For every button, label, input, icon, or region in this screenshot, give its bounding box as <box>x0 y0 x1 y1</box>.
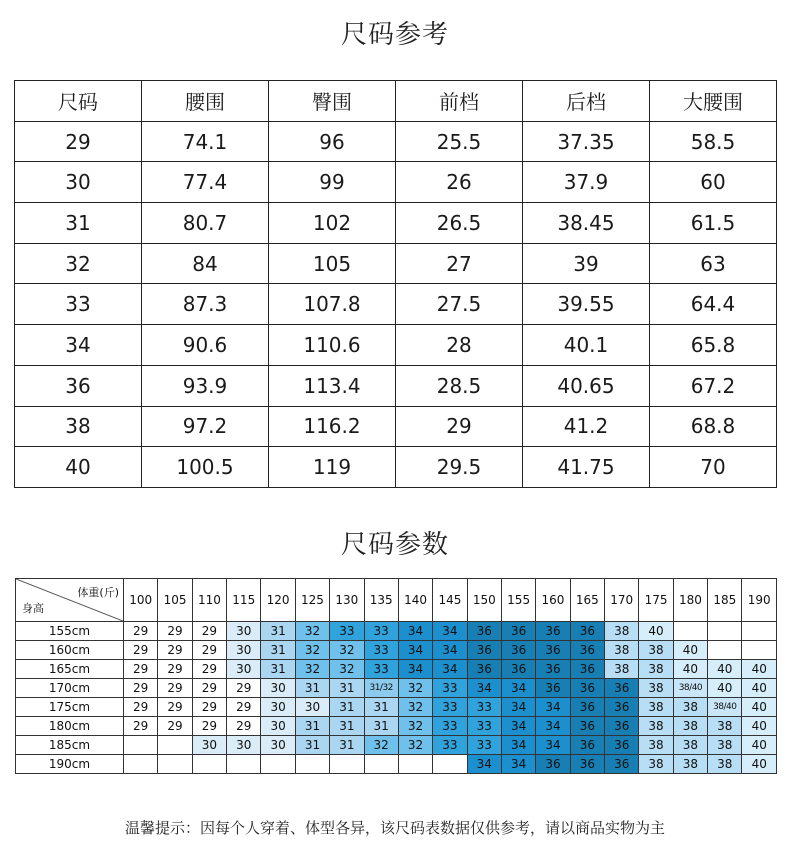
size-cell: 36 <box>536 660 570 679</box>
reference-cell: 77.4 <box>142 162 269 203</box>
size-cell: 32 <box>330 641 364 660</box>
size-cell <box>295 755 329 774</box>
size-cell: 32 <box>295 622 329 641</box>
reference-cell: 40.65 <box>523 365 650 406</box>
reference-cell: 61.5 <box>650 203 777 244</box>
height-label-cell: 175cm <box>16 698 124 717</box>
size-cell: 31 <box>261 660 295 679</box>
size-cell: 29 <box>158 622 192 641</box>
reference-cell: 26.5 <box>396 203 523 244</box>
size-cell: 31 <box>261 641 295 660</box>
size-cell: 30 <box>227 736 261 755</box>
weight-header-cell: 165 <box>570 579 604 622</box>
size-cell: 32 <box>295 660 329 679</box>
reference-cell: 31 <box>15 203 142 244</box>
height-row <box>16 736 777 755</box>
reference-cell: 40.1 <box>523 325 650 366</box>
size-cell: 29 <box>192 717 226 736</box>
size-cell: 38 <box>673 736 707 755</box>
header-size: 尺码 <box>15 81 142 122</box>
size-cell: 29 <box>192 622 226 641</box>
size-cell: 36 <box>536 622 570 641</box>
size-cell: 33 <box>433 736 467 755</box>
reference-cell: 58.5 <box>650 121 777 162</box>
size-cell: 30 <box>192 736 226 755</box>
weight-header-row <box>16 579 777 622</box>
reference-cell: 96 <box>269 121 396 162</box>
size-cell: 38 <box>639 641 673 660</box>
reference-cell: 29 <box>15 121 142 162</box>
size-cell <box>364 755 398 774</box>
height-row <box>16 660 777 679</box>
reference-cell: 38 <box>15 406 142 447</box>
header-back-rise: 后档 <box>523 81 650 122</box>
size-cell: 36 <box>467 660 501 679</box>
weight-header-cell: 120 <box>261 579 295 622</box>
size-cell: 29 <box>227 679 261 698</box>
size-cell <box>398 755 432 774</box>
size-cell: 38 <box>605 660 639 679</box>
size-cell: 29 <box>158 698 192 717</box>
size-cell <box>673 622 707 641</box>
size-cell: 38 <box>605 622 639 641</box>
reference-row <box>15 162 777 203</box>
weight-header-cell: 185 <box>708 579 742 622</box>
size-cell: 31 <box>295 736 329 755</box>
reference-cell: 105 <box>269 243 396 284</box>
size-cell: 36 <box>501 622 535 641</box>
size-cell: 40 <box>673 641 707 660</box>
reference-cell: 39 <box>523 243 650 284</box>
size-cell: 38 <box>639 698 673 717</box>
reference-cell: 28 <box>396 325 523 366</box>
reference-cell: 41.75 <box>523 447 650 488</box>
size-cell: 40 <box>673 660 707 679</box>
size-cell: 29 <box>192 641 226 660</box>
size-cell: 34 <box>501 679 535 698</box>
size-cell: 30 <box>261 679 295 698</box>
size-cell: 33 <box>433 717 467 736</box>
size-cell: 36 <box>536 679 570 698</box>
size-cell: 38 <box>673 698 707 717</box>
size-cell: 34 <box>433 660 467 679</box>
size-cell: 40 <box>742 736 777 755</box>
size-cell: 36 <box>570 679 604 698</box>
size-cell <box>124 736 158 755</box>
reference-cell: 26 <box>396 162 523 203</box>
size-cell: 36 <box>570 736 604 755</box>
header-waist: 腰围 <box>142 81 269 122</box>
size-cell: 40 <box>742 717 777 736</box>
size-cell: 33 <box>433 698 467 717</box>
reference-cell: 90.6 <box>142 325 269 366</box>
disclaimer-note: 温馨提示：因每个人穿着、体型各异，该尺码表数据仅供参考，请以商品实物为主 <box>124 819 665 837</box>
size-cell: 38/40 <box>708 698 742 717</box>
size-cell: 29 <box>192 679 226 698</box>
size-cell: 30 <box>227 641 261 660</box>
size-cell: 30 <box>227 660 261 679</box>
reference-cell: 80.7 <box>142 203 269 244</box>
size-cell: 29 <box>124 717 158 736</box>
size-cell: 36 <box>501 641 535 660</box>
size-cell: 34 <box>398 622 432 641</box>
size-cell: 33 <box>467 736 501 755</box>
reference-cell: 97.2 <box>142 406 269 447</box>
size-cell: 40 <box>742 698 777 717</box>
height-label-cell: 185cm <box>16 736 124 755</box>
size-cell: 38/40 <box>673 679 707 698</box>
size-cell: 33 <box>467 698 501 717</box>
reference-cell: 33 <box>15 284 142 325</box>
size-cell <box>742 641 777 660</box>
size-cell: 34 <box>467 755 501 774</box>
size-cell <box>124 755 158 774</box>
reference-cell: 84 <box>142 243 269 284</box>
reference-cell: 27 <box>396 243 523 284</box>
reference-cell: 60 <box>650 162 777 203</box>
reference-cell: 39.55 <box>523 284 650 325</box>
size-cell <box>158 755 192 774</box>
height-label-cell: 170cm <box>16 679 124 698</box>
size-cell: 36 <box>605 679 639 698</box>
height-row <box>16 679 777 698</box>
size-cell: 32 <box>398 679 432 698</box>
size-cell: 29 <box>227 698 261 717</box>
reference-cell: 99 <box>269 162 396 203</box>
size-parameters-title: 尺码参数 <box>340 530 449 560</box>
reference-row <box>15 243 777 284</box>
size-cell: 31 <box>364 698 398 717</box>
size-cell: 34 <box>501 755 535 774</box>
reference-cell: 68.8 <box>650 406 777 447</box>
reference-cell: 87.3 <box>142 284 269 325</box>
size-cell: 32 <box>295 641 329 660</box>
weight-header-cell: 150 <box>467 579 501 622</box>
size-cell: 38 <box>673 755 707 774</box>
size-cell: 32 <box>398 736 432 755</box>
height-label-cell: 165cm <box>16 660 124 679</box>
size-cell: 36 <box>605 755 639 774</box>
reference-cell: 27.5 <box>396 284 523 325</box>
size-cell: 29 <box>227 717 261 736</box>
size-cell: 34 <box>398 641 432 660</box>
size-cell: 40 <box>639 622 673 641</box>
size-cell: 38 <box>639 660 673 679</box>
reference-cell: 70 <box>650 447 777 488</box>
size-cell: 31 <box>330 698 364 717</box>
reference-cell: 67.2 <box>650 365 777 406</box>
weight-header-cell: 160 <box>536 579 570 622</box>
reference-cell: 41.2 <box>523 406 650 447</box>
weight-header-cell: 155 <box>501 579 535 622</box>
size-cell: 33 <box>364 660 398 679</box>
size-reference-title: 尺码参考 <box>340 20 449 50</box>
size-cell: 34 <box>501 698 535 717</box>
size-cell: 29 <box>158 679 192 698</box>
height-label-cell: 155cm <box>16 622 124 641</box>
reference-cell: 93.9 <box>142 365 269 406</box>
size-cell: 33 <box>330 622 364 641</box>
size-cell: 29 <box>124 660 158 679</box>
reference-cell: 29 <box>396 406 523 447</box>
size-cell: 38 <box>639 679 673 698</box>
size-cell <box>708 641 742 660</box>
size-cell: 29 <box>158 717 192 736</box>
size-cell: 40 <box>742 755 777 774</box>
size-cell: 32 <box>364 736 398 755</box>
height-row <box>16 717 777 736</box>
reference-cell: 40 <box>15 447 142 488</box>
reference-row <box>15 203 777 244</box>
size-cell: 36 <box>570 641 604 660</box>
weight-header-cell: 140 <box>398 579 432 622</box>
size-cell: 36 <box>605 698 639 717</box>
size-cell: 34 <box>398 660 432 679</box>
size-cell <box>330 755 364 774</box>
size-cell: 36 <box>536 641 570 660</box>
weight-header-cell: 145 <box>433 579 467 622</box>
size-cell: 29 <box>192 660 226 679</box>
size-cell: 40 <box>708 679 742 698</box>
reference-row <box>15 325 777 366</box>
size-cell: 33 <box>433 679 467 698</box>
height-label-cell: 180cm <box>16 717 124 736</box>
size-cell: 33 <box>364 641 398 660</box>
size-cell: 31 <box>295 679 329 698</box>
size-cell: 36 <box>570 698 604 717</box>
size-cell: 38 <box>605 641 639 660</box>
height-axis-label: 身高 <box>22 602 44 615</box>
size-cell: 36 <box>570 755 604 774</box>
reference-cell: 100.5 <box>142 447 269 488</box>
header-large-waist: 大腰围 <box>650 81 777 122</box>
size-cell: 33 <box>467 717 501 736</box>
reference-cell: 102 <box>269 203 396 244</box>
size-cell: 36 <box>536 755 570 774</box>
size-cell: 31 <box>295 717 329 736</box>
height-label-cell: 160cm <box>16 641 124 660</box>
size-cell: 34 <box>433 622 467 641</box>
height-row <box>16 641 777 660</box>
size-cell <box>227 755 261 774</box>
size-cell: 36 <box>501 660 535 679</box>
size-cell: 38 <box>708 755 742 774</box>
size-cell: 36 <box>605 736 639 755</box>
size-parameters-table <box>15 578 777 774</box>
reference-cell: 32 <box>15 243 142 284</box>
reference-cell: 28.5 <box>396 365 523 406</box>
reference-row <box>15 284 777 325</box>
size-cell: 29 <box>158 641 192 660</box>
size-cell: 36 <box>570 717 604 736</box>
reference-cell: 37.35 <box>523 121 650 162</box>
size-cell: 38 <box>639 755 673 774</box>
size-cell: 31 <box>261 622 295 641</box>
size-cell: 38 <box>639 736 673 755</box>
size-cell: 40 <box>708 660 742 679</box>
size-cell: 34 <box>536 698 570 717</box>
weight-header-cell: 100 <box>124 579 158 622</box>
reference-cell: 64.4 <box>650 284 777 325</box>
size-cell <box>158 736 192 755</box>
size-cell: 38 <box>673 717 707 736</box>
reference-cell: 119 <box>269 447 396 488</box>
size-cell: 38 <box>708 717 742 736</box>
weight-header-cell: 135 <box>364 579 398 622</box>
size-cell: 40 <box>742 660 777 679</box>
size-cell: 30 <box>261 717 295 736</box>
reference-row <box>15 406 777 447</box>
weight-header-cell: 180 <box>673 579 707 622</box>
size-cell: 30 <box>261 736 295 755</box>
size-cell <box>742 622 777 641</box>
size-cell <box>433 755 467 774</box>
size-cell: 34 <box>536 717 570 736</box>
size-cell: 36 <box>467 622 501 641</box>
reference-cell: 107.8 <box>269 284 396 325</box>
weight-header-cell: 115 <box>227 579 261 622</box>
size-cell: 33 <box>364 622 398 641</box>
size-cell: 31 <box>330 717 364 736</box>
size-cell: 34 <box>501 736 535 755</box>
size-cell <box>708 622 742 641</box>
size-cell: 29 <box>158 660 192 679</box>
reference-cell: 116.2 <box>269 406 396 447</box>
size-cell: 36 <box>570 660 604 679</box>
size-cell: 31 <box>330 736 364 755</box>
size-cell: 32 <box>398 717 432 736</box>
size-cell: 34 <box>467 679 501 698</box>
size-cell: 32 <box>398 698 432 717</box>
size-cell: 30 <box>295 698 329 717</box>
reference-cell: 113.4 <box>269 365 396 406</box>
reference-cell: 30 <box>15 162 142 203</box>
reference-row <box>15 447 777 488</box>
reference-cell: 110.6 <box>269 325 396 366</box>
reference-row <box>15 121 777 162</box>
size-cell: 30 <box>261 698 295 717</box>
reference-cell: 34 <box>15 325 142 366</box>
weight-header-cell: 170 <box>605 579 639 622</box>
reference-cell: 38.45 <box>523 203 650 244</box>
size-cell: 34 <box>433 641 467 660</box>
reference-cell: 25.5 <box>396 121 523 162</box>
reference-cell: 74.1 <box>142 121 269 162</box>
weight-header-cell: 190 <box>742 579 777 622</box>
size-cell: 34 <box>536 736 570 755</box>
height-label-cell: 190cm <box>16 755 124 774</box>
weight-axis-label: 体重(斤) <box>77 586 119 599</box>
size-cell <box>192 755 226 774</box>
size-cell: 36 <box>467 641 501 660</box>
reference-cell: 63 <box>650 243 777 284</box>
reference-row <box>15 365 777 406</box>
reference-cell: 29.5 <box>396 447 523 488</box>
size-cell: 29 <box>124 622 158 641</box>
weight-header-cell: 125 <box>295 579 329 622</box>
size-cell: 29 <box>124 641 158 660</box>
header-front-rise: 前档 <box>396 81 523 122</box>
size-cell: 38 <box>639 717 673 736</box>
size-reference-table <box>14 80 777 488</box>
reference-header-row <box>15 81 777 122</box>
reference-cell: 65.8 <box>650 325 777 366</box>
size-cell: 31 <box>364 717 398 736</box>
size-cell: 31/32 <box>364 679 398 698</box>
height-row <box>16 698 777 717</box>
weight-header-cell: 105 <box>158 579 192 622</box>
size-cell: 30 <box>227 622 261 641</box>
reference-cell: 37.9 <box>523 162 650 203</box>
size-cell: 36 <box>570 622 604 641</box>
size-cell: 29 <box>124 679 158 698</box>
height-row <box>16 755 777 774</box>
size-cell: 29 <box>124 698 158 717</box>
size-cell: 31 <box>330 679 364 698</box>
size-cell: 38 <box>708 736 742 755</box>
size-cell <box>261 755 295 774</box>
reference-cell: 36 <box>15 365 142 406</box>
header-hip: 臀围 <box>269 81 396 122</box>
weight-header-cell: 110 <box>192 579 226 622</box>
corner-cell <box>16 579 124 622</box>
size-cell: 29 <box>192 698 226 717</box>
size-cell: 32 <box>330 660 364 679</box>
size-cell: 40 <box>742 679 777 698</box>
size-cell: 34 <box>501 717 535 736</box>
weight-header-cell: 130 <box>330 579 364 622</box>
size-cell: 36 <box>605 717 639 736</box>
weight-header-cell: 175 <box>639 579 673 622</box>
height-row <box>16 622 777 641</box>
